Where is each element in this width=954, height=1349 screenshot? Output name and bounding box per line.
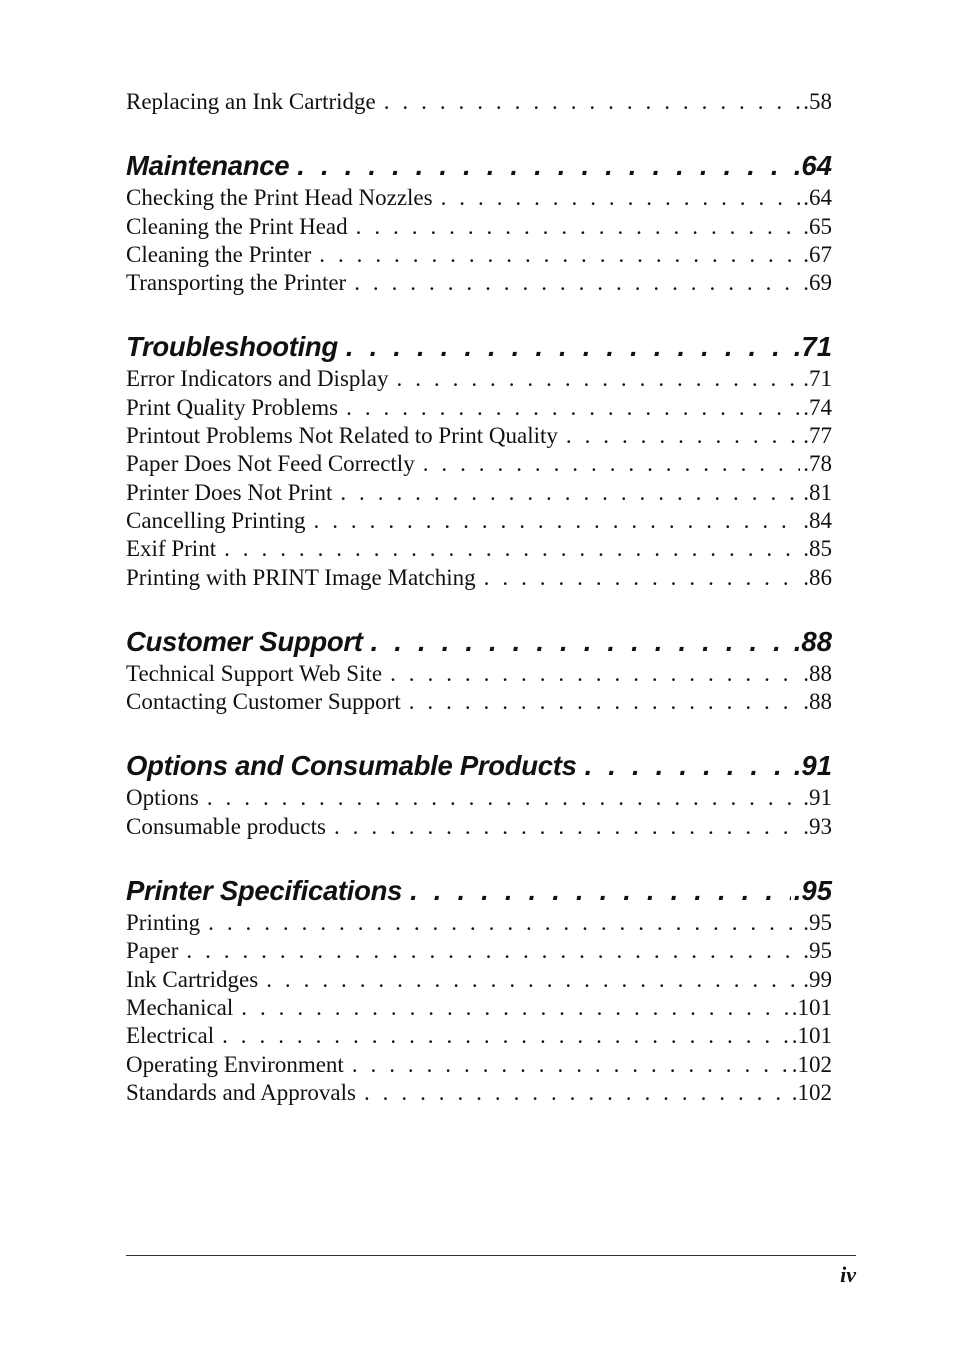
toc-chapter-heading[interactable] — [126, 746, 832, 786]
entry-title: Contacting Customer Support — [126, 689, 401, 715]
dot-leader — [334, 813, 800, 841]
toc-entry[interactable] — [126, 422, 832, 450]
page-reference: .95 — [803, 910, 832, 936]
dot-leader — [356, 213, 801, 241]
toc-chapter-heading[interactable] — [126, 871, 832, 911]
dot-leader — [352, 1051, 789, 1079]
dot-leader — [354, 269, 800, 297]
entry-title: Error Indicators and Display — [126, 366, 389, 392]
page-reference: .88 — [803, 689, 832, 715]
toc-entry[interactable] — [126, 450, 832, 478]
page-reference: .65 — [803, 213, 832, 239]
dot-leader — [585, 746, 791, 786]
dot-leader — [319, 241, 800, 269]
page-reference: .84 — [803, 507, 832, 533]
dot-leader — [566, 422, 800, 450]
page-reference: .95 — [803, 938, 832, 964]
dot-leader — [484, 564, 801, 592]
toc-entry[interactable] — [126, 365, 832, 393]
dot-leader — [266, 966, 800, 994]
chapter-title: Options and Consumable Products — [126, 750, 577, 782]
toc-chapter-heading[interactable] — [126, 327, 832, 367]
page-reference: .86 — [803, 564, 832, 590]
chapter-title: Maintenance — [126, 150, 290, 182]
page-number: iv — [840, 1262, 856, 1287]
page-reference: .93 — [803, 813, 832, 839]
entry-title: Options — [126, 785, 199, 811]
toc-entry[interactable] — [126, 813, 832, 841]
page-reference: .88 — [793, 625, 832, 657]
toc-entry[interactable] — [126, 394, 832, 422]
page-reference: .101 — [791, 994, 832, 1020]
page-reference: .64 — [803, 185, 832, 211]
entry-title: Printing with PRINT Image Matching — [126, 564, 476, 590]
dot-leader — [241, 994, 788, 1022]
dot-leader — [346, 394, 800, 422]
entry-title: Cancelling Printing — [126, 507, 306, 533]
page-reference: .102 — [791, 1079, 832, 1105]
page-reference: .95 — [793, 875, 832, 907]
toc-entry[interactable] — [126, 535, 832, 563]
page-reference: .78 — [803, 451, 832, 477]
page-reference: .71 — [803, 366, 832, 392]
dot-leader — [314, 507, 801, 535]
page-reference: .101 — [791, 1023, 832, 1049]
page-reference: .74 — [803, 394, 832, 420]
toc-entry[interactable] — [126, 269, 832, 297]
page-reference: .85 — [803, 536, 832, 562]
page-reference: .81 — [803, 479, 832, 505]
toc-entry[interactable] — [126, 507, 832, 535]
page-reference: .71 — [793, 331, 832, 363]
chapter-title: Printer Specifications — [126, 875, 403, 907]
toc-entry[interactable] — [126, 479, 832, 507]
entry-title: Checking the Print Head Nozzles — [126, 185, 433, 211]
dot-leader — [410, 871, 791, 911]
toc-entry[interactable] — [126, 909, 832, 937]
toc-entry[interactable] — [126, 937, 832, 965]
table-of-contents — [126, 88, 832, 1107]
entry-title: Printout Problems Not Related to Print Quality — [126, 423, 558, 449]
dot-leader — [224, 535, 800, 563]
dot-leader — [423, 450, 801, 478]
toc-entry[interactable] — [126, 184, 832, 212]
toc-entry[interactable] — [126, 213, 832, 241]
chapter-title: Troubleshooting — [126, 331, 338, 363]
toc-entry[interactable] — [126, 660, 832, 688]
toc-entry[interactable] — [126, 784, 832, 812]
dot-leader — [207, 784, 800, 812]
entry-title: Ink Cartridges — [126, 966, 259, 992]
footer-rule — [126, 1255, 856, 1256]
entry-title: Printer Does Not Print — [126, 479, 333, 505]
page-reference: .69 — [803, 270, 832, 296]
dot-leader — [441, 184, 801, 212]
page-reference: .64 — [793, 150, 832, 182]
toc-entry[interactable] — [126, 994, 832, 1022]
entry-title: Exif Print — [126, 536, 217, 562]
entry-title: Technical Support Web Site — [126, 660, 383, 686]
page-reference: .88 — [803, 660, 832, 686]
toc-entry[interactable] — [126, 966, 832, 994]
toc-entry[interactable] — [126, 1079, 832, 1107]
entry-title: Cleaning the Print Head — [126, 213, 348, 239]
dot-leader — [186, 937, 800, 965]
toc-entry[interactable] — [126, 241, 832, 269]
toc-chapter-heading[interactable] — [126, 146, 832, 186]
page-reference: .67 — [803, 241, 832, 267]
toc-entry[interactable] — [126, 688, 832, 716]
entry-title: Consumable products — [126, 813, 326, 839]
dot-leader — [384, 88, 801, 116]
entry-title: Electrical — [126, 1023, 215, 1049]
entry-title: Operating Environment — [126, 1051, 344, 1077]
toc-entry[interactable] — [126, 1022, 832, 1050]
dot-leader — [371, 622, 791, 662]
entry-title: Standards and Approvals — [126, 1079, 356, 1105]
page-reference: .99 — [803, 966, 832, 992]
entry-title: Paper Does Not Feed Correctly — [126, 451, 415, 477]
page-reference: .102 — [791, 1051, 832, 1077]
dot-leader — [346, 327, 791, 367]
page-reference: .58 — [803, 89, 832, 114]
toc-entry[interactable] — [126, 1051, 832, 1079]
toc-entry[interactable] — [126, 88, 832, 116]
dot-leader — [364, 1079, 789, 1107]
chapter-title: Customer Support — [126, 625, 363, 657]
entry-title: Transporting the Printer — [126, 270, 347, 296]
dot-leader — [340, 479, 800, 507]
page-reference: .91 — [803, 785, 832, 811]
entry-title: Mechanical — [126, 994, 234, 1020]
dot-leader — [390, 660, 800, 688]
toc-chapter-heading[interactable] — [126, 622, 832, 662]
entry-title: Replacing an Ink Cartridge — [126, 89, 376, 114]
entry-title: Printing — [126, 910, 201, 936]
page-reference: .77 — [803, 423, 832, 449]
entry-title: Paper — [126, 938, 179, 964]
dot-leader — [297, 146, 790, 186]
page-reference: .91 — [793, 750, 832, 782]
dot-leader — [222, 1022, 789, 1050]
toc-entry[interactable] — [126, 564, 832, 592]
dot-leader — [208, 909, 800, 937]
entry-title: Print Quality Problems — [126, 394, 339, 420]
entry-title: Cleaning the Printer — [126, 241, 312, 267]
dot-leader — [409, 688, 801, 716]
dot-leader — [397, 365, 801, 393]
